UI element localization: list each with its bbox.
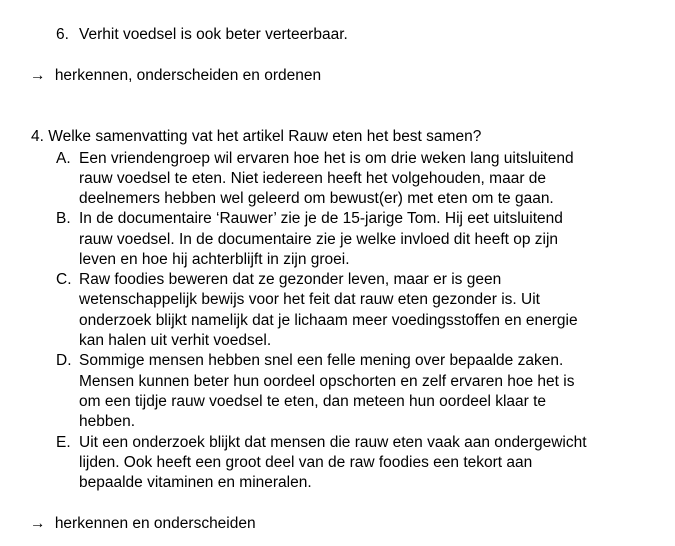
list-item-text: Verhit voedsel is ook beter verteerbaar. xyxy=(79,26,348,43)
option-text-line: Sommige mensen hebben snel een felle mening over bepaalde zaken. xyxy=(79,352,564,369)
option-text-line: Uit een onderzoek blijkt dat mensen die rauw eten vaak aan ondergewicht xyxy=(79,434,587,451)
arrow-icon: → xyxy=(30,515,46,532)
option-text-line: bepaalde vitaminen en mineralen. xyxy=(79,474,312,491)
option-text-line: hebben. xyxy=(79,413,136,430)
option-text-line: Raw foodies beweren dat ze gezonder leven, maar er is geen xyxy=(79,271,502,288)
option-text-line: deelnemers hebben wel geleerd om bewust(er) met eten om te gaan. xyxy=(79,190,554,207)
skill-text: herkennen, onderscheiden en ordenen xyxy=(54,67,322,84)
option-text-line: rauw voedsel. In de documentaire zie je welke invloed dit heeft op zijn xyxy=(79,231,559,248)
option-letter: C. xyxy=(56,271,72,288)
option-letter: D. xyxy=(56,352,72,369)
option-text-line: In de documentaire ‘Rauwer’ zie je de 15-jarige Tom. Hij eet uitsluitend xyxy=(79,210,563,227)
option-text-line: Mensen kunnen beter hun oordeel opschorten en zelf ervaren hoe het is xyxy=(79,373,575,390)
list-item-number: 6. xyxy=(56,26,69,43)
option-text-line: rauw voedsel te eten. Niet iedereen heeft het volgehouden, maar de xyxy=(79,170,547,187)
option-text-line: lijden. Ook heeft een groot deel van de raw foodies een tekort aan xyxy=(79,454,533,471)
option-letter: B. xyxy=(56,210,71,227)
arrow-icon: → xyxy=(30,67,46,84)
skill-text: herkennen en onderscheiden xyxy=(54,515,256,532)
option-text-line: onderzoek blijkt namelijk dat je lichaam meer voedingsstoffen en energie xyxy=(79,312,578,329)
option-text-line: leven en hoe hij achterblijft in zijn groei. xyxy=(79,251,350,268)
option-text-line: wetenschappelijk bewijs voor het feit dat rauw eten gezonder is. Uit xyxy=(79,291,540,308)
skill-line xyxy=(30,66,321,86)
option-letter: E. xyxy=(56,434,71,451)
option-text-line: om een tijdje rauw voedsel te eten, dan meteen hun oordeel klaar te xyxy=(79,393,547,410)
option-text-line: kan halen uit verhit voedsel. xyxy=(79,332,272,349)
question-text: 4. Welke samenvatting vat het artikel Rauw eten het best samen? xyxy=(31,128,482,145)
skill-line xyxy=(30,514,256,534)
option-letter: A. xyxy=(56,150,71,167)
option-text-line: Een vriendengroep wil ervaren hoe het is om drie weken lang uitsluitend xyxy=(79,150,574,167)
